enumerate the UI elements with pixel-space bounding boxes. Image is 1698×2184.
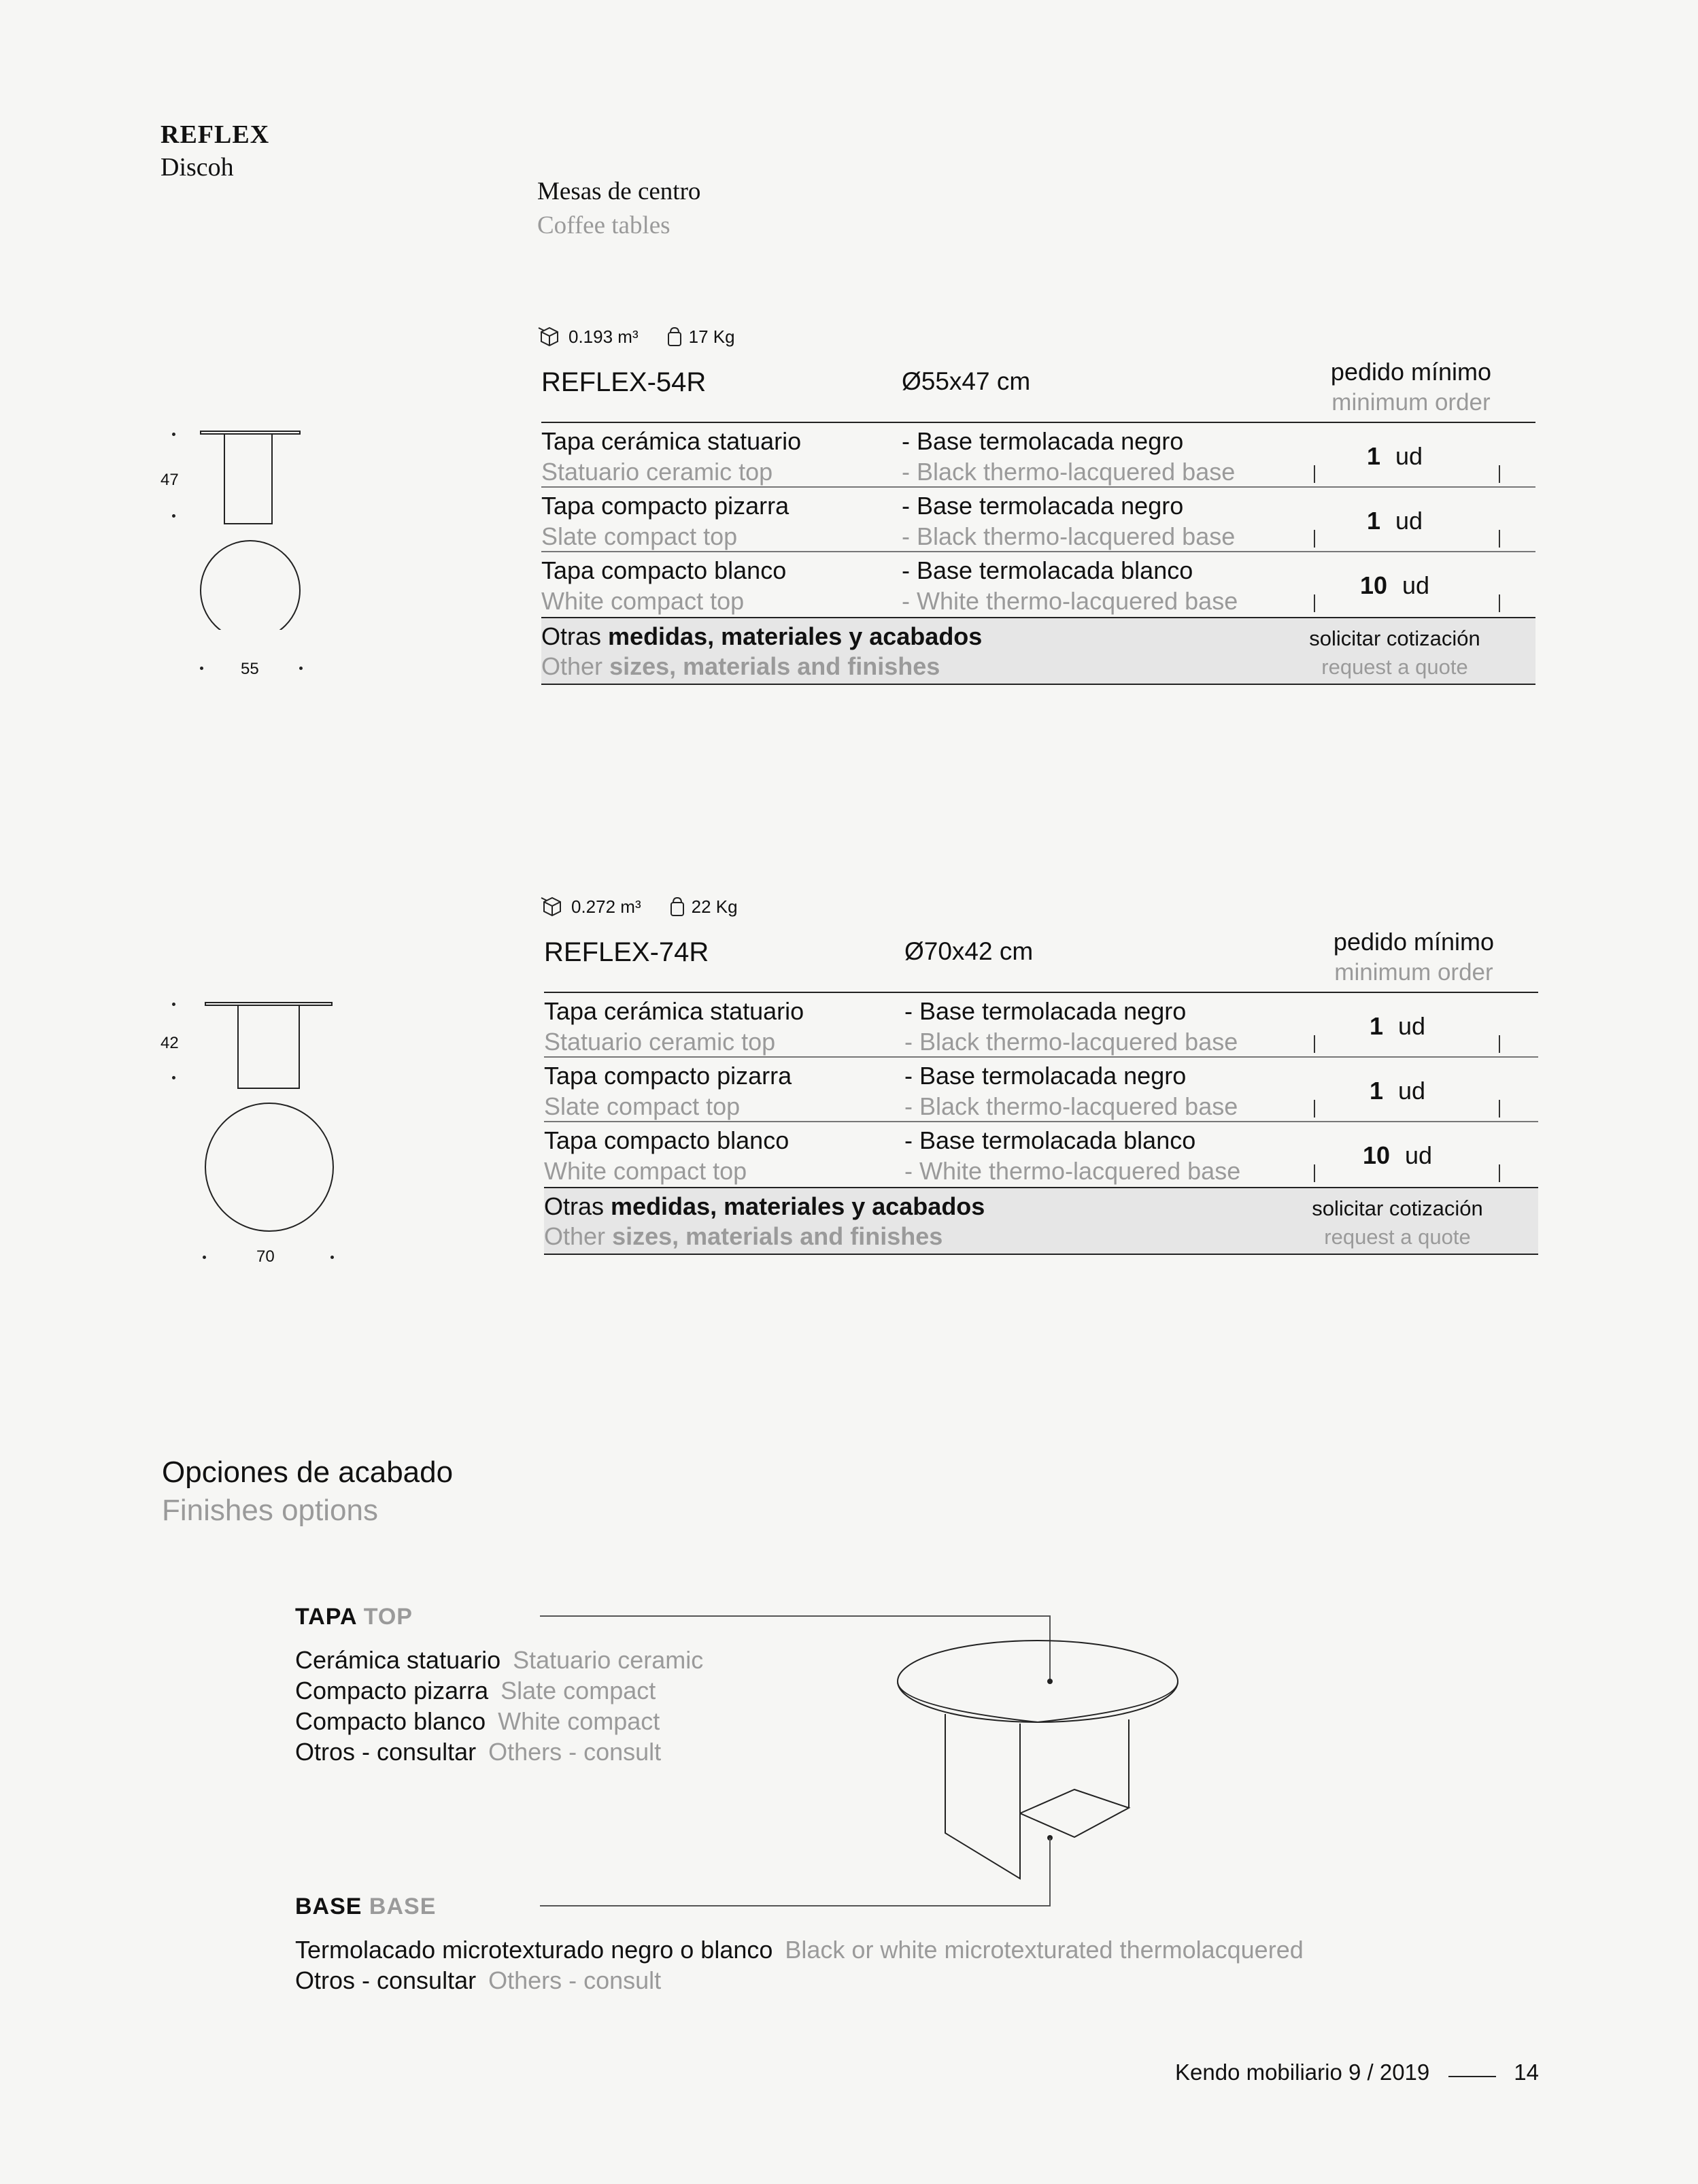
option-es: Termolacado microtexturado negro o blanco xyxy=(295,1936,773,1964)
table-row xyxy=(544,1122,1538,1187)
option-es: Compacto pizarra xyxy=(295,1677,489,1704)
table-side-and-top-view xyxy=(201,997,337,1235)
custom-options-bold-es: medidas, materiales y acabados xyxy=(611,1192,985,1220)
base-finish-en: - Black thermo-lacquered base xyxy=(902,522,1236,550)
min-order-label-es: pedido mínimo xyxy=(1330,358,1492,386)
top-heading-es: TAPA xyxy=(295,1604,357,1630)
quantity-value: 10 xyxy=(1362,1141,1390,1169)
product-meta xyxy=(540,895,738,918)
dimension-dot xyxy=(200,667,203,670)
table-row xyxy=(544,1058,1538,1122)
top-finish-es: Tapa compacto blanco xyxy=(544,1126,789,1154)
top-finish-es: Tapa cerámica statuario xyxy=(544,997,804,1025)
request-quote-es: solicitar cotización xyxy=(1312,1196,1483,1220)
volume-value: 0.272 m³ xyxy=(571,896,641,917)
top-section-heading xyxy=(295,1604,413,1630)
product-dimensions: Ø70x42 cm xyxy=(904,937,1034,965)
dimension-dot xyxy=(172,1076,175,1079)
base-option xyxy=(295,1936,1304,1964)
custom-options-bold-en: sizes, materials and finishes xyxy=(612,1222,943,1250)
category-title-en: Coffee tables xyxy=(537,212,670,239)
min-order-quantity xyxy=(1306,1012,1489,1041)
quantity-unit: ud xyxy=(1402,571,1430,599)
designer-name: Discoh xyxy=(160,153,234,182)
base-finish-es: - Base termolacada negro xyxy=(904,1062,1187,1090)
custom-options-bold-es: medidas, materiales y acabados xyxy=(608,622,983,650)
request-quote-es: solicitar cotización xyxy=(1309,626,1480,650)
column-tick xyxy=(1499,530,1500,548)
custom-options-es xyxy=(544,1192,985,1221)
quantity-value: 1 xyxy=(1366,507,1380,535)
column-tick xyxy=(1499,1164,1500,1182)
base-finish-es: - Base termolacada negro xyxy=(902,427,1184,455)
table-row xyxy=(544,993,1538,1058)
min-order-quantity xyxy=(1303,571,1487,600)
custom-options-en xyxy=(541,652,940,681)
column-tick xyxy=(1499,465,1500,483)
base-section-heading xyxy=(295,1894,436,1920)
dimension-dot xyxy=(172,1003,175,1006)
weight-icon xyxy=(666,326,683,348)
product-reference: REFLEX-74R xyxy=(544,937,709,967)
base-finish-en: - Black thermo-lacquered base xyxy=(904,1092,1238,1120)
finishes-title-en: Finishes options xyxy=(162,1494,378,1527)
min-order-quantity xyxy=(1306,1077,1489,1105)
table-row xyxy=(541,423,1535,488)
custom-options-band xyxy=(541,618,1535,684)
column-tick xyxy=(1499,1100,1500,1118)
base-finish-en: - White thermo-lacquered base xyxy=(902,587,1238,615)
option-en: Statuario ceramic xyxy=(513,1646,704,1674)
top-finish-en: Statuario ceramic top xyxy=(544,1028,776,1056)
min-order-label-es: pedido mínimo xyxy=(1333,928,1495,956)
finishes-title-es: Opciones de acabado xyxy=(162,1456,454,1489)
box-volume-icon xyxy=(537,325,562,348)
table-row xyxy=(541,552,1535,617)
height-label: 42 xyxy=(160,1034,179,1052)
top-finish-es: Tapa compacto pizarra xyxy=(541,492,789,520)
product-table-54r xyxy=(537,325,1535,692)
option-en: Slate compact xyxy=(500,1677,656,1704)
base-heading-es: BASE xyxy=(295,1894,362,1919)
product-meta xyxy=(537,325,735,348)
footer-divider xyxy=(1448,2076,1496,2077)
base-option xyxy=(295,1966,661,1995)
footer-label: Kendo mobiliario 9 / 2019 xyxy=(1175,2060,1430,2085)
weight-group xyxy=(668,896,738,918)
base-finish-en: - Black thermo-lacquered base xyxy=(904,1028,1238,1056)
option-es: Otros - consultar xyxy=(295,1966,477,1994)
option-en: White compact xyxy=(498,1707,660,1735)
custom-options-es xyxy=(541,622,982,651)
product-dimensions: Ø55x47 cm xyxy=(902,367,1031,395)
option-es: Otros - consultar xyxy=(295,1738,477,1766)
custom-options-en xyxy=(544,1222,943,1251)
quantity-unit: ud xyxy=(1405,1141,1433,1169)
box-volume-icon xyxy=(540,895,564,918)
table-perspective-drawing xyxy=(530,1605,1197,1918)
min-order-quantity xyxy=(1303,507,1487,535)
top-finish-en: White compact top xyxy=(544,1157,747,1185)
quantity-unit: ud xyxy=(1395,442,1423,470)
quantity-value: 10 xyxy=(1359,571,1387,599)
height-label: 47 xyxy=(160,471,179,489)
custom-options-prefix-en: Other xyxy=(544,1222,606,1250)
dimension-dot xyxy=(299,667,303,670)
quantity-value: 1 xyxy=(1369,1077,1383,1105)
top-finish-en: White compact top xyxy=(541,587,745,615)
dimension-dot xyxy=(172,514,175,518)
top-heading-en: TOP xyxy=(363,1604,413,1630)
custom-options-prefix-es: Otras xyxy=(544,1192,605,1220)
custom-options-prefix-es: Otras xyxy=(541,622,602,650)
table-side-and-top-view xyxy=(197,426,306,630)
top-finish-es: Tapa compacto blanco xyxy=(541,556,787,584)
diameter-label: 55 xyxy=(241,660,259,678)
min-order-quantity xyxy=(1303,442,1487,471)
table-rule xyxy=(541,684,1535,685)
base-finish-es: - Base termolacada blanco xyxy=(904,1126,1196,1154)
quantity-unit: ud xyxy=(1397,1012,1426,1040)
volume-value: 0.193 m³ xyxy=(568,326,639,347)
request-quote-en: request a quote xyxy=(1324,1225,1471,1249)
custom-options-band xyxy=(544,1188,1538,1254)
weight-value: 22 Kg xyxy=(691,896,738,917)
base-finish-es: - Base termolacada negro xyxy=(902,492,1184,520)
column-tick xyxy=(1499,1035,1500,1053)
quantity-value: 1 xyxy=(1366,442,1380,470)
brand-title: REFLEX xyxy=(160,120,270,149)
product-reference: REFLEX-54R xyxy=(541,367,707,397)
min-order-quantity xyxy=(1306,1141,1489,1170)
column-tick xyxy=(1499,594,1500,612)
table-rule xyxy=(544,1254,1538,1255)
custom-options-bold-en: sizes, materials and finishes xyxy=(609,652,940,680)
option-en: Others - consult xyxy=(488,1738,662,1766)
dimension-dot xyxy=(330,1256,334,1259)
option-en: Black or white microtexturated thermolacquered xyxy=(785,1936,1304,1964)
dimension-dot xyxy=(203,1256,206,1259)
request-quote-en: request a quote xyxy=(1321,655,1468,679)
top-finish-es: Tapa compacto pizarra xyxy=(544,1062,792,1090)
weight-group xyxy=(666,326,735,348)
top-finish-en: Slate compact top xyxy=(544,1092,741,1120)
base-finish-es: - Base termolacada blanco xyxy=(902,556,1193,584)
diameter-label: 70 xyxy=(256,1247,275,1266)
product-table-74r xyxy=(540,895,1538,1262)
quantity-unit: ud xyxy=(1395,507,1423,535)
dimension-dot xyxy=(172,433,175,436)
quantity-value: 1 xyxy=(1369,1012,1383,1040)
min-order-label-en: minimum order xyxy=(1331,389,1491,416)
page-footer xyxy=(1175,2060,1539,2085)
table-row xyxy=(541,488,1535,552)
page-number: 14 xyxy=(1514,2060,1539,2085)
weight-value: 17 Kg xyxy=(688,326,735,347)
base-finish-en: - Black thermo-lacquered base xyxy=(902,458,1236,486)
top-finish-es: Tapa cerámica statuario xyxy=(541,427,802,455)
quantity-unit: ud xyxy=(1397,1077,1426,1105)
base-finish-es: - Base termolacada negro xyxy=(904,997,1187,1025)
top-finish-en: Statuario ceramic top xyxy=(541,458,773,486)
option-es: Compacto blanco xyxy=(295,1707,486,1735)
base-finish-en: - White thermo-lacquered base xyxy=(904,1157,1241,1185)
base-heading-en: BASE xyxy=(369,1894,437,1919)
category-title-es: Mesas de centro xyxy=(537,178,701,205)
option-en: Others - consult xyxy=(488,1966,662,1994)
min-order-label-en: minimum order xyxy=(1334,959,1493,986)
custom-options-prefix-en: Other xyxy=(541,652,603,680)
weight-icon xyxy=(668,896,686,918)
top-finish-en: Slate compact top xyxy=(541,522,738,550)
option-es: Cerámica statuario xyxy=(295,1646,501,1674)
